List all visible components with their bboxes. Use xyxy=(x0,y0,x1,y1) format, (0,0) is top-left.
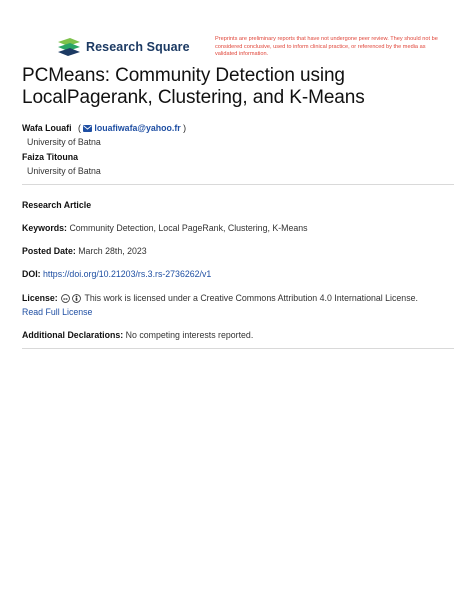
author-affiliation: University of Batna xyxy=(27,166,101,176)
envelope-icon xyxy=(83,125,92,132)
declarations-label: Additional Declarations: xyxy=(22,330,124,340)
license-field xyxy=(22,292,452,319)
author-name: Faiza Titouna xyxy=(22,152,79,162)
author-row xyxy=(22,150,452,164)
declarations-value: No competing interests reported. xyxy=(125,330,254,340)
author-list xyxy=(22,121,452,178)
open-paren: ( xyxy=(77,123,81,133)
attribution-icon xyxy=(72,294,81,303)
author-entry xyxy=(22,121,452,149)
author-email: louafiwafa@yahoo.fr xyxy=(94,123,181,133)
author-entry xyxy=(22,150,452,178)
doi-link[interactable]: https://doi.org/10.21203/rs.3.rs-2736262/v1 xyxy=(43,269,212,279)
divider xyxy=(22,184,454,185)
author-row xyxy=(22,121,452,135)
author-name: Wafa Louafi xyxy=(22,123,72,133)
doi-label: DOI: xyxy=(22,269,41,279)
logo-text: Research Square xyxy=(86,40,190,54)
keywords-field xyxy=(22,222,452,236)
license-text: This work is licensed under a Creative Commons Attribution 4.0 International License. xyxy=(84,293,418,303)
close-paren: ) xyxy=(183,123,187,133)
divider xyxy=(22,348,454,349)
article-type xyxy=(22,199,452,213)
article-type-value: Research Article xyxy=(22,200,92,210)
posted-date-value: March 28th, 2023 xyxy=(78,246,147,256)
research-square-logo-icon xyxy=(58,38,80,56)
author-email-link[interactable] xyxy=(83,123,183,133)
read-full-license-link[interactable]: Read Full License xyxy=(22,306,93,317)
research-square-logo[interactable] xyxy=(58,38,190,56)
creative-commons-icon xyxy=(61,294,70,303)
posted-date-field xyxy=(22,245,452,259)
preprint-disclaimer: Preprints are preliminary reports that have not undergone peer review. They should not be considered conclusive, used to inform clinical practice, or referenced by the media as validated information. xyxy=(215,36,438,58)
keywords-value: Community Detection, Local PageRank, Clustering, K-Means xyxy=(69,223,308,233)
license-label: License: xyxy=(22,293,58,303)
posted-date-label: Posted Date: xyxy=(22,246,76,256)
paper-title: PCMeans: Community Detection using LocalPagerank, Clustering, and K-Means xyxy=(22,65,365,108)
keywords-label: Keywords: xyxy=(22,223,67,233)
author-affiliation: University of Batna xyxy=(27,137,101,147)
svg-text:cc: cc xyxy=(63,296,68,301)
declarations-field xyxy=(22,329,452,343)
doi-field xyxy=(22,268,452,282)
